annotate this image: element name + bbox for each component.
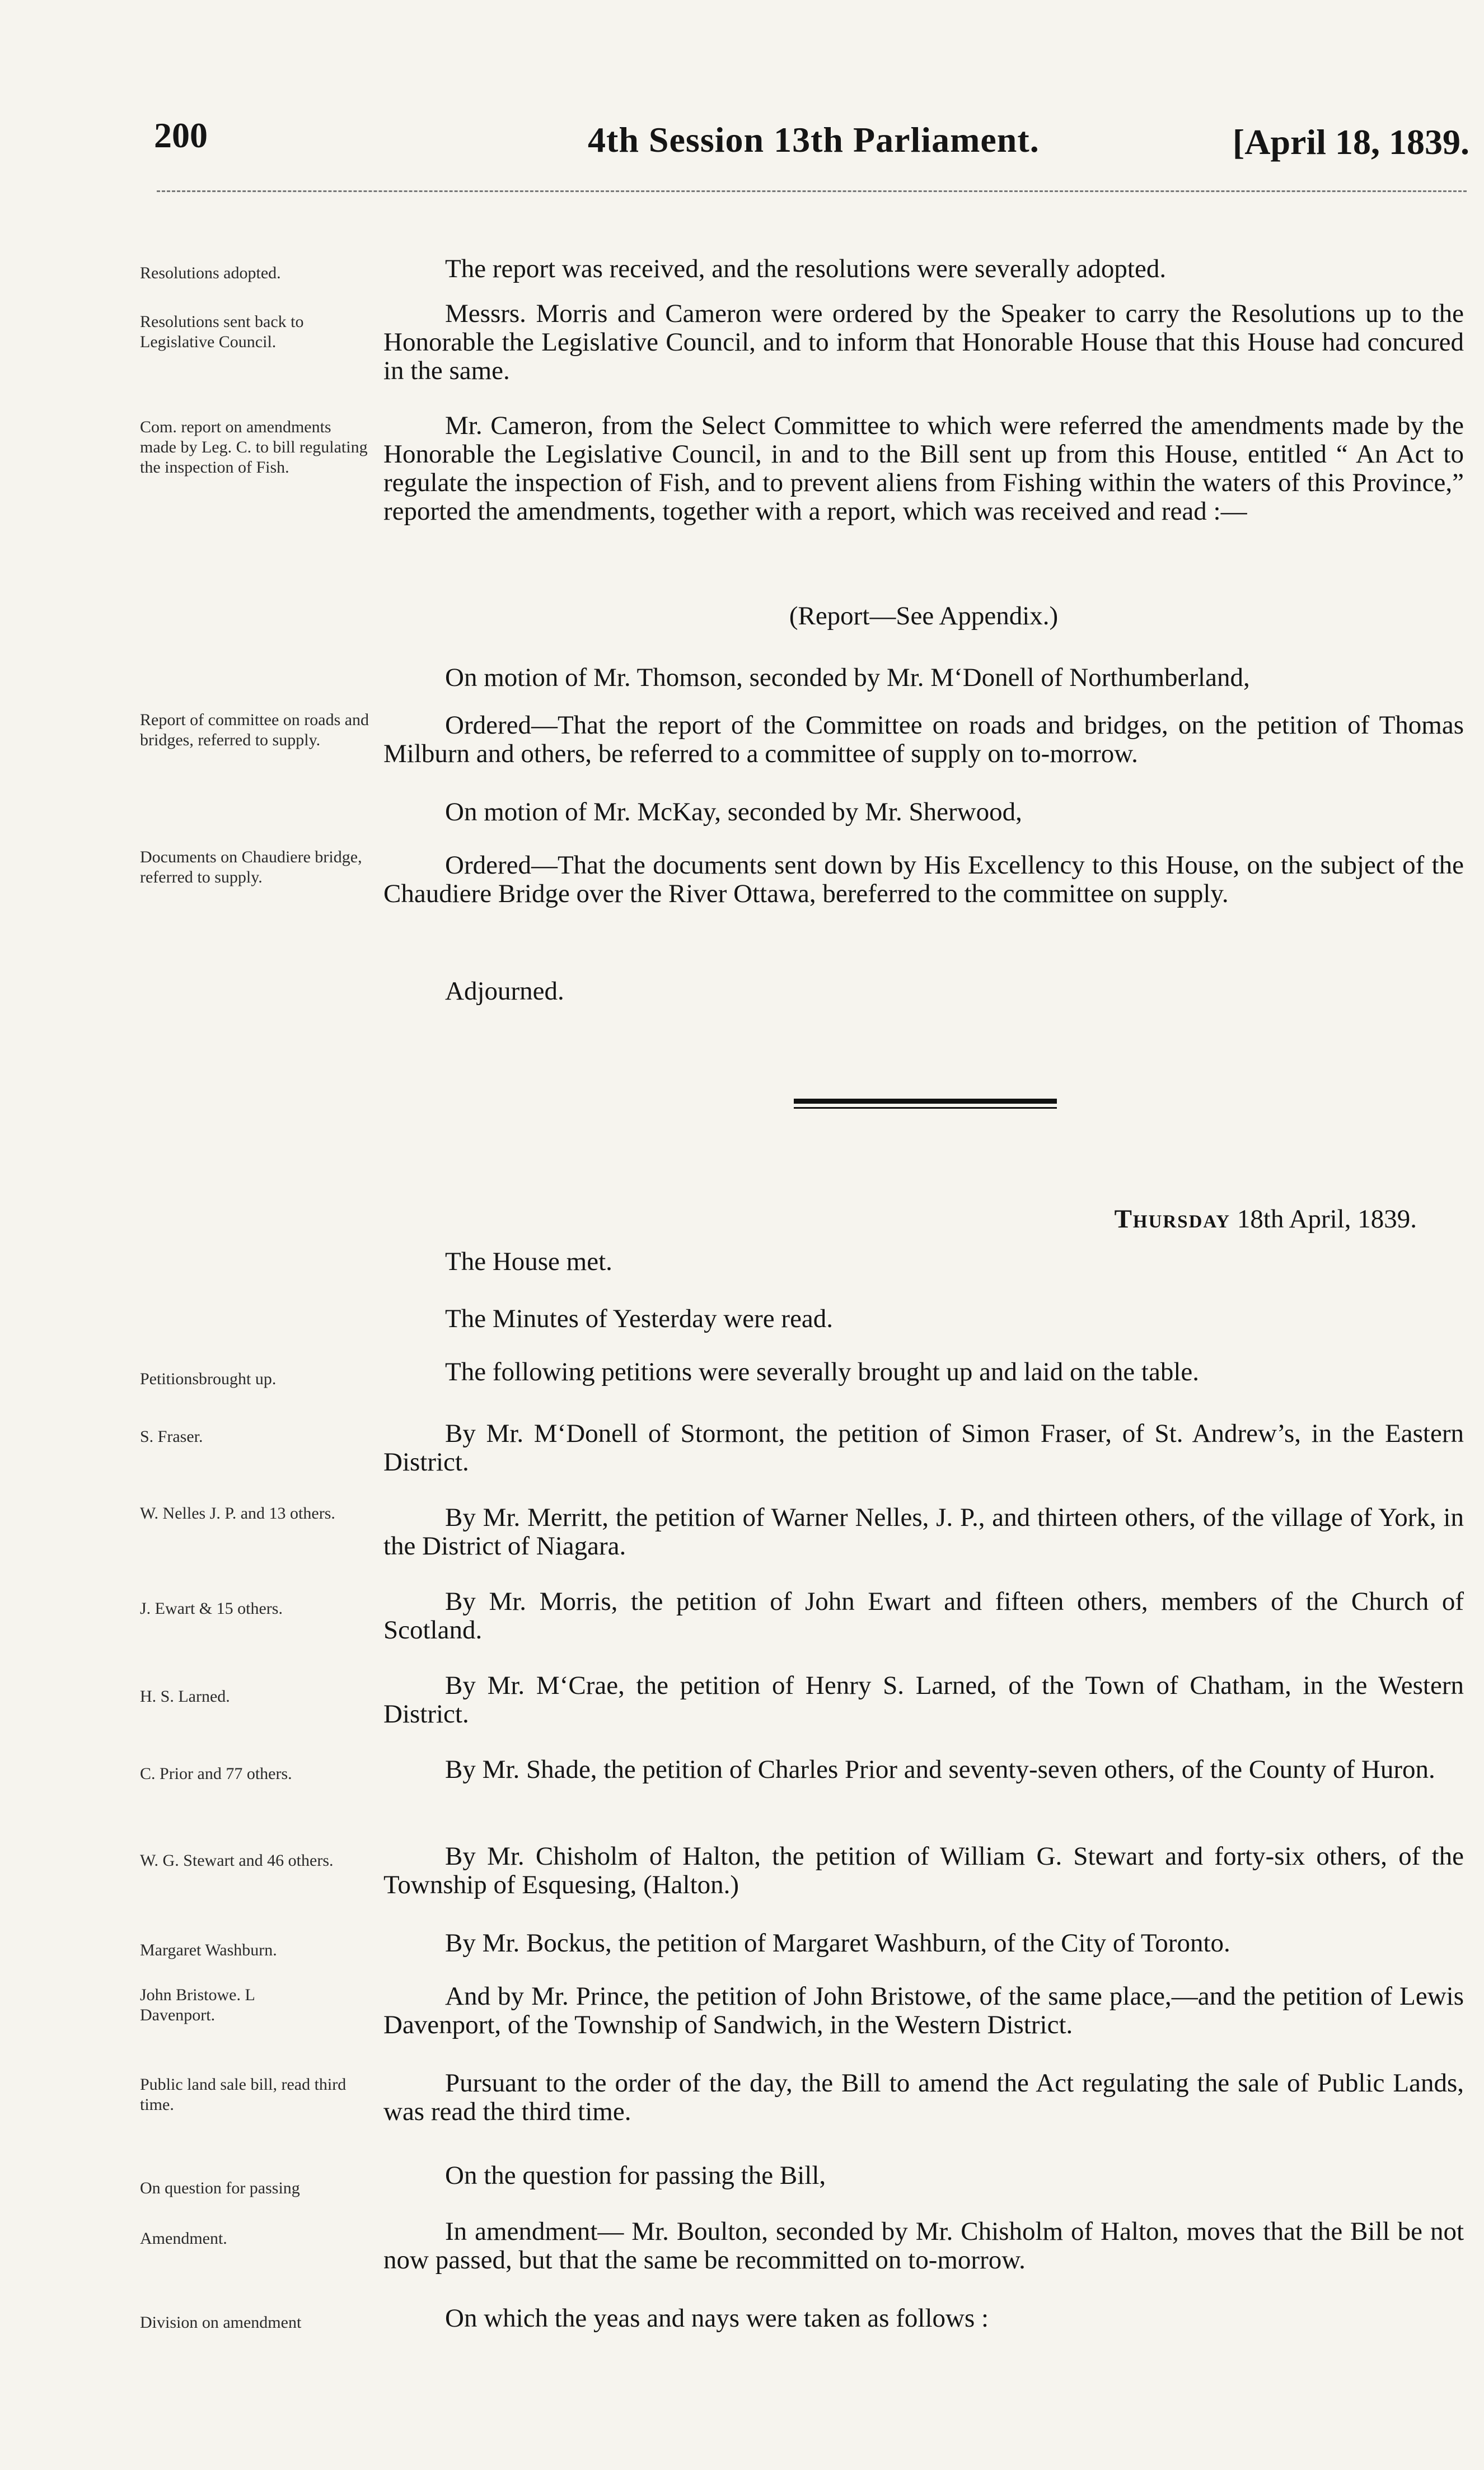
margin-note: John Bristowe. L Davenport. [140,1986,255,2024]
margin-note: Public land sale bill, read third time. [140,2075,347,2114]
paragraph [383,851,1464,908]
margin-note: Com. report on amendments made by Leg. C. to bill regulating the inspection of Fish. [140,418,368,477]
paragraph [383,1842,1464,1899]
paragraph-text: Mr. Cameron, from the Select Committee to which were referred the amendments made by the Honorable the Legislative Council, in and to the Bill sent up from this House, entitled “ An Act to regulate the inspection of Fish, and to prevent aliens from Fishing within the waters of this Province,” reported the amendments, together with a report, which was received and read :— [383,411,1464,526]
paragraph-text: Pursuant to the order of the day, the Bill to amend the Act regulating the sale of Public Lands, was read the third time. [383,2069,1464,2126]
house-met-line: The House met. [445,1247,612,1276]
margin-note: Resolutions sent back to Legislative Council. [140,312,304,351]
paragraph [383,255,1464,283]
margin-note: Documents on Chaudiere bridge, referred to supply. [140,848,362,886]
margin-note: Resolutions adopted. [140,264,281,282]
paragraph [383,711,1464,768]
separator-rule-thin [794,1107,1057,1109]
paragraph-text: By Mr. Chisholm of Halton, the petition of William G. Stewart and forty-six others, of the Township of Esquesing, (Halton.) [383,1842,1464,1899]
dateline-date: 18th April, 1839. [1237,1204,1417,1234]
paragraph-text: By Mr. Morris, the petition of John Ewart and fifteen others, members of the Church of Scotland. [383,1587,1464,1645]
paragraph [383,300,1464,385]
paragraph [383,1982,1464,2039]
report-reference [383,602,1464,631]
paragraph-text: On which the yeas and nays were taken as follows : [445,2304,989,2333]
paragraph-text: Ordered—That the documents sent down by His Excellency to this House, on the subject of the Chaudiere Bridge over the River Ottawa, bereferred to the committee on supply. [383,851,1464,908]
margin-note: S. Fraser. [140,1427,203,1446]
margin-note: Report of committee on roads and bridges, referred to supply. [140,711,369,749]
session-dateline [1115,1204,1417,1234]
paragraph [383,1358,1464,1386]
paragraph [383,1671,1464,1729]
paragraph [383,1587,1464,1645]
paragraph [383,2161,1464,2190]
paragraph-text: Messrs. Morris and Cameron were ordered by the Speaker to carry the Resolutions up to the Honorable the Legislative Council, and to inform that Honorable House that this House had concured in the same. [383,299,1464,385]
margin-note: H. S. Larned. [140,1687,230,1706]
running-title: 4th Session 13th Parliament. [588,120,1040,160]
section-separator [794,1099,1057,1111]
paragraph [383,1755,1464,1784]
margin-note: W. Nelles J. P. and 13 others. [140,1504,335,1523]
paragraph [383,2069,1464,2126]
paragraph-text: By Mr. Shade, the petition of Charles Prior and seventy-seven others, of the County of Huron. [445,1755,1435,1784]
page-header [154,115,1469,176]
paragraph-text: By Mr. Merritt, the petition of Warner Nelles, J. P., and thirteen others, of the village of York, in the District of Niagara. [383,1503,1464,1561]
header-date: [April 18, 1839. [1232,122,1469,162]
margin-note: J. Ewart & 15 others. [140,1599,283,1618]
paragraph-text: The report was received, and the resolutions were severally adopted. [445,254,1167,283]
paragraph-text: On the question for passing the Bill, [445,2161,826,2190]
margin-note: On question for passing [140,2179,300,2197]
paragraph [383,2217,1464,2275]
paragraph-text: In amendment— Mr. Boulton, seconded by Mr. Chisholm of Halton, moves that the Bill be not now passed, but that the same be recommitted on to-morrow. [383,2217,1464,2275]
paragraph-text: Ordered—That the report of the Committee on roads and bridges, on the petition of Thomas Milburn and others, be referred to a committee of supply on to-morrow. [383,711,1464,768]
motion-line: On motion of Mr. Thomson, seconded by Mr. M‘Donell of Northumberland, [445,663,1250,692]
paragraph [383,1504,1464,1561]
paragraph-text: And by Mr. Prince, the petition of John Bristowe, of the same place,—and the petition of Lewis Davenport, of the Township of Sandwich, in the Western District. [383,1982,1464,2039]
adjourned-line: Adjourned. [445,977,564,1006]
paragraph-text: By Mr. M‘Donell of Stormont, the petition of Simon Fraser, of St. Andrew’s, in the Eastern District. [383,1419,1464,1477]
separator-rule-thick [794,1099,1057,1104]
dateline-day: Thursday [1114,1204,1231,1234]
page-number: 200 [154,115,208,155]
margin-note: Petitionsbrought up. [140,1370,277,1388]
margin-note: Division on amendment [140,2313,302,2332]
paragraph [383,1420,1464,1477]
paragraph-text: The following petitions were severally brought up and laid on the table. [445,1357,1199,1386]
margin-note: Amendment. [140,2229,227,2248]
paragraph [383,2304,1464,2333]
motion-line: On motion of Mr. McKay, seconded by Mr. Sherwood, [445,797,1022,827]
paragraph-text: By Mr. M‘Crae, the petition of Henry S. Larned, of the Town of Chatham, in the Western District. [383,1671,1464,1729]
report-reference-text: (Report—See Appendix.) [789,601,1059,631]
paragraph-text: By Mr. Bockus, the petition of Margaret Washburn, of the City of Toronto. [445,1929,1230,1958]
paragraph [383,412,1464,526]
minutes-line: The Minutes of Yesterday were read. [445,1304,834,1333]
margin-note: C. Prior and 77 others. [140,1764,292,1783]
margin-note: Margaret Washburn. [140,1941,277,1959]
header-rule [157,190,1467,194]
paragraph [383,1929,1464,1958]
margin-note: W. G. Stewart and 46 others. [140,1851,334,1870]
